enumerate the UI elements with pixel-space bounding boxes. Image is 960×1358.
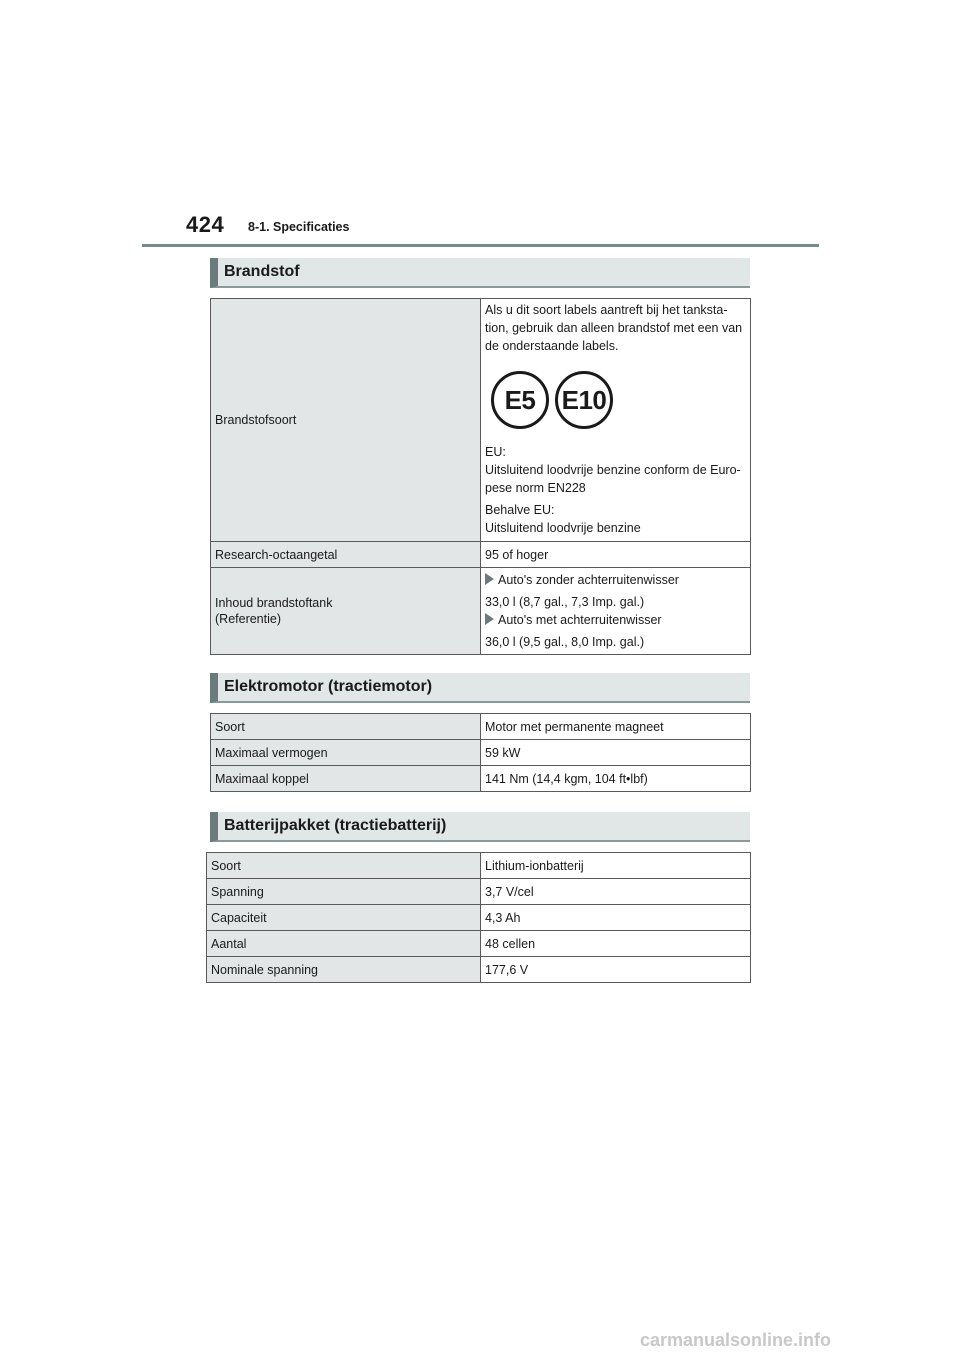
battery-key: Aantal [207, 931, 481, 957]
tank-option-1 [485, 571, 746, 589]
table-row [211, 299, 751, 542]
motor-value: Motor met permanente magneet [481, 714, 751, 740]
e5-label-icon: E5 [491, 371, 549, 429]
tank-key-line1: Inhoud brandstoftank [215, 596, 333, 610]
fuel-heading-text: Brandstof [224, 263, 300, 280]
table-row [211, 542, 751, 568]
non-eu-title: Behalve EU: [485, 503, 555, 517]
battery-key: Nominale spanning [207, 957, 481, 983]
motor-key: Maximaal koppel [211, 766, 481, 792]
battery-value: 4,3 Ah [481, 905, 751, 931]
motor-heading-text: Elektromotor (tractiemotor) [224, 678, 433, 695]
octane-key: Research-octaangetal [211, 542, 481, 568]
battery-heading [210, 812, 750, 842]
eu-text: Uitsluitend loodvrije benzine conform de Euro-pese norm EN228 [485, 463, 741, 495]
table-row [207, 905, 751, 931]
table-row [207, 957, 751, 983]
battery-table [206, 852, 751, 983]
tank-value-1: 33,0 l (8,7 gal., 7,3 Imp. gal.) [485, 595, 645, 609]
tank-option-2-label: Auto's met achterruitenwisser [498, 613, 662, 627]
motor-value: 59 kW [481, 740, 751, 766]
motor-key: Soort [211, 714, 481, 740]
octane-value: 95 of hoger [481, 542, 751, 568]
battery-key: Capaciteit [207, 905, 481, 931]
battery-value: Lithium-ionbatterij [481, 853, 751, 879]
table-row [207, 931, 751, 957]
motor-heading [210, 673, 750, 703]
arrow-right-icon [485, 613, 494, 625]
fuel-heading [210, 258, 750, 288]
motor-key: Maximaal vermogen [211, 740, 481, 766]
tank-key [211, 568, 481, 655]
page-number: 424 [186, 212, 225, 237]
header-divider [142, 244, 819, 247]
section-title: 8-1. Specificaties [248, 220, 350, 234]
table-row [211, 766, 751, 792]
tank-key-line2: (Referentie) [215, 612, 281, 626]
table-row [211, 568, 751, 655]
tank-option-1-label: Auto's zonder achterruitenwisser [498, 573, 679, 587]
tank-value-2: 36,0 l (9,5 gal., 8,0 Imp. gal.) [485, 635, 645, 649]
watermark: carmanualsonline.info [640, 1330, 832, 1350]
fuel-table [210, 298, 751, 655]
battery-key: Soort [207, 853, 481, 879]
battery-value: 3,7 V/cel [481, 879, 751, 905]
eu-title: EU: [485, 445, 506, 459]
table-row [211, 714, 751, 740]
motor-table [210, 713, 751, 792]
e10-label-icon: E10 [555, 371, 613, 429]
battery-key: Spanning [207, 879, 481, 905]
table-row [207, 879, 751, 905]
battery-heading-text: Batterijpakket (tractiebatterij) [224, 817, 447, 834]
table-row [211, 740, 751, 766]
fuel-type-intro: Als u dit soort labels aantreft bij het tanksta-tion, gebruik dan alleen brandstof met een van de onderstaande labels. [485, 303, 743, 353]
battery-value: 48 cellen [481, 931, 751, 957]
fuel-labels [485, 365, 746, 435]
battery-value: 177,6 V [481, 957, 751, 983]
tank-value [481, 568, 751, 655]
tank-option-2 [485, 611, 746, 629]
non-eu-text: Uitsluitend loodvrije benzine [485, 521, 641, 535]
motor-value: 141 Nm (14,4 kgm, 104 ft•lbf) [481, 766, 751, 792]
fuel-type-key: Brandstofsoort [211, 299, 481, 542]
arrow-right-icon [485, 573, 494, 585]
table-row [207, 853, 751, 879]
fuel-type-value [481, 299, 751, 542]
